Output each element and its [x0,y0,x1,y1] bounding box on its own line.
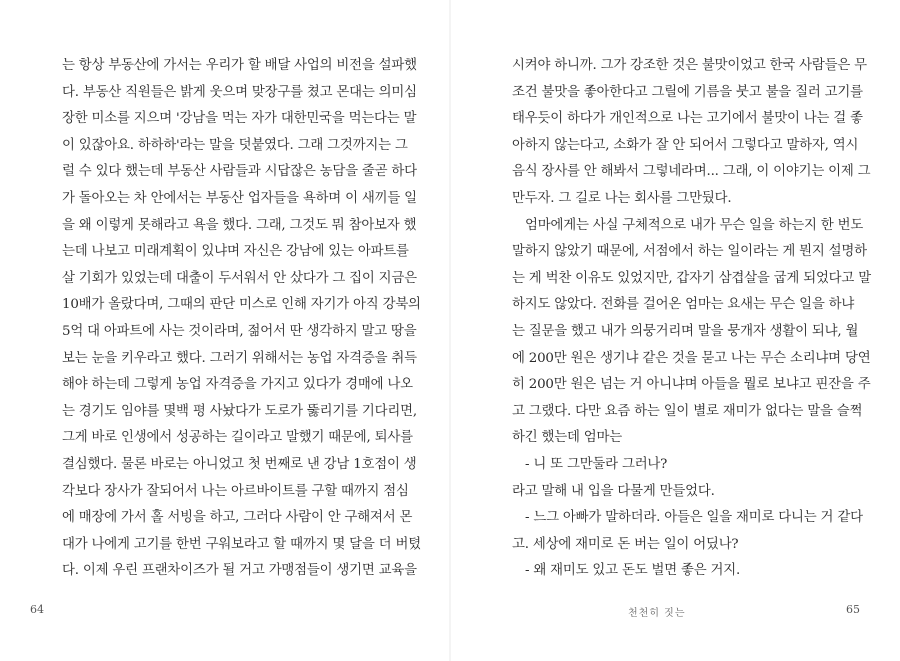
text-line: 대가 나에게 고기를 한번 구워보라고 할 때까지 몇 달을 더 버텼 [62,536,421,552]
text-line: 결심했다. 물론 바로는 아니었고 첫 번째로 낸 강남 1호점이 생 [62,456,417,472]
text-line: 이 있잖아요. 하하하'라는 말을 덧붙였다. 그래 그것까지는 그 [62,137,408,153]
page-number-left: 64 [30,603,44,616]
text-line: 는 항상 부동산에 가서는 우리가 할 배달 사업의 비전을 설파했 [62,58,417,73]
text-line: 하지도 않았다. 전화를 걸어온 엄마는 요새는 무슨 일을 하냐 [512,297,855,313]
text-line: 보는 눈을 키우라고 했다. 그러기 위해서는 농업 자격증을 취득 [62,350,417,366]
running-title: 천천히 짓는 [628,608,686,619]
text-line: 조건 불맛을 좋아한다고 그릴에 기름을 붓고 불을 질러 고기를 [512,84,863,100]
text-line: 에 매장에 가서 홀 서빙을 하고, 그러다 사람이 안 구해져서 몬 [62,510,413,526]
text-line: 라고 말해 내 입을 다물게 만들었다. [512,483,715,499]
text-line: 그게 바로 인생에서 성공하는 길이라고 말했기 때문에, 퇴사를 [62,430,413,446]
dialogue-line: - 니 또 그만둘라 그러나? [525,456,668,472]
text-line: 는 질문을 했고 내가 의뭉거리며 말을 뭉개자 생활이 되냐, 월 [512,323,859,339]
text-line: 히 200만 원은 넘는 거 아니냐며 아들을 뭘로 보냐고 핀잔을 주 [512,377,871,393]
text-line: 음식 장사를 안 해봐서 그렇네라며... 그래, 이 이야기는 이제 그 [512,164,871,180]
right-page-body [512,53,871,585]
text-line: 만두자. 그 길로 나는 회사를 그만뒀다. [512,190,732,206]
text-line: 고 그랬다. 다만 요즘 하는 일이 별로 재미가 없다는 말을 슬쩍 [512,403,863,419]
text-line: 살 기회가 있었는데 대출이 두서워서 안 샀다가 그 집이 지금은 [62,270,417,286]
text-line: 각보다 장사가 잘되어서 나는 아르바이트를 구할 때까지 점심 [62,483,409,499]
text-line: 는데 나보고 미래계획이 있냐며 자신은 강남에 있는 아파트를 [62,244,409,260]
text-line: 말하지 않았기 때문에, 서점에서 하는 일이라는 게 뭔지 설명하 [512,244,867,260]
text-line: 장한 미소를 지으며 '강남을 먹는 자가 대한민국을 먹는다는 말 [62,111,417,127]
right-page [450,0,900,661]
text-line: 하긴 했는데 엄마는 [512,430,622,446]
page-number-right: 65 [846,603,860,616]
text-line: 5억 대 아파트에 사는 것이라며, 젊어서 딴 생각하지 말고 땅을 [62,323,417,339]
text-line: 럴 수 있다 했는데 부동산 사람들과 시답잖은 농담을 줄곧 하다 [62,164,417,180]
text-line: 시켜야 하니까. 그가 강조한 것은 불맛이었고 한국 사람들은 무 [512,58,867,73]
text-line: 아하지 않는다고, 소화가 잘 안 되어서 그렇다고 말하자, 역시 [512,137,859,153]
text-line: 10배가 올랐다며, 그때의 판단 미스로 인해 자기가 아직 강북의 [62,297,421,313]
left-page-body [62,53,421,585]
text-line: 에 200만 원은 생기냐 같은 것을 묻고 나는 무슨 소리냐며 당연 [512,350,871,366]
text-line: 가 돌아오는 차 안에서는 부동산 업자들을 욕하며 이 새끼들 일 [62,190,417,206]
text-line: 을 왜 이렇게 못해라고 욕을 했다. 그래, 그것도 뭐 참아보자 했 [62,217,417,233]
text-line: 다. 부동산 직원들은 밝게 웃으며 맞장구를 쳤고 몬대는 의미심 [62,84,417,100]
text-line: 태우듯이 하다가 개인적으로 나는 고기에서 불맛이 나는 걸 좋 [512,111,863,127]
text-line: 엄마에게는 사실 구체적으로 내가 무슨 일을 하는지 한 번도 [525,217,864,233]
text-line: 고. 세상에 재미로 돈 버는 일이 어딨나? [512,536,739,552]
dialogue-line: - 왜 재미도 있고 돈도 벌면 좋은 거지. [525,563,741,579]
text-line: 는 게 벅찬 이유도 있었지만, 갑자기 삼겹살을 굽게 되었다고 말 [512,270,871,286]
text-line: 다. 이제 우린 프랜차이즈가 될 거고 가맹점들이 생기면 교육을 [62,563,417,579]
text-line: 는 경기도 임야를 몇백 평 사놨다가 도로가 뚫리기를 기다리면, [62,403,417,419]
dialogue-line: - 느그 아빠가 말하더라. 아들은 일을 재미로 다니는 거 같다 [525,510,863,526]
text-line: 해야 하는데 그렇게 농업 자격증을 가지고 있다가 경매에 나오 [62,377,413,393]
